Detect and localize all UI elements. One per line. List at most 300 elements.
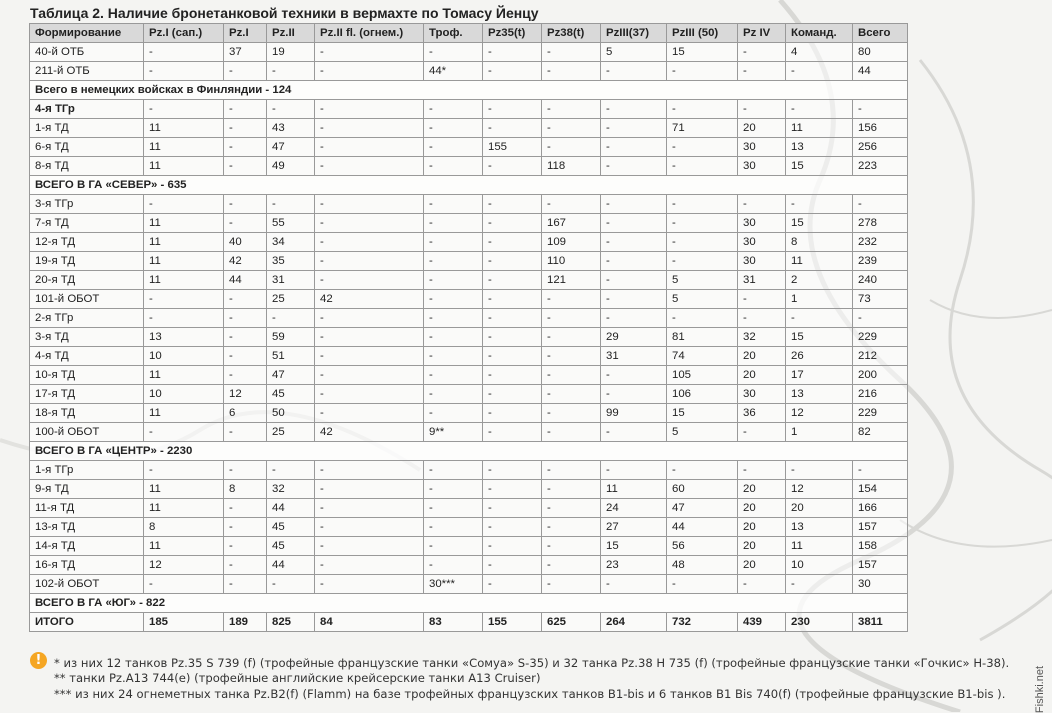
table-row — [30, 214, 908, 233]
value-cell: - — [853, 461, 908, 480]
value-cell: - — [667, 138, 738, 157]
value-cell: - — [542, 480, 601, 499]
value-cell: - — [315, 195, 424, 214]
formation-cell: 12-я ТД — [30, 233, 144, 252]
value-cell: - — [483, 385, 542, 404]
value-cell: 51 — [267, 347, 315, 366]
value-cell: 17 — [786, 366, 853, 385]
value-cell: - — [224, 499, 267, 518]
value-cell: 6 — [224, 404, 267, 423]
value-cell: 43 — [267, 119, 315, 138]
value-cell: 11 — [786, 119, 853, 138]
value-cell: 20 — [738, 366, 786, 385]
value-cell: - — [483, 404, 542, 423]
value-cell: - — [542, 290, 601, 309]
column-header: Команд. — [786, 24, 853, 43]
section-row — [30, 81, 908, 100]
formation-cell: 17-я ТД — [30, 385, 144, 404]
value-cell: - — [601, 575, 667, 594]
value-cell: 264 — [601, 613, 667, 632]
value-cell: - — [483, 271, 542, 290]
value-cell: - — [786, 62, 853, 81]
value-cell: - — [315, 43, 424, 62]
value-cell: 200 — [853, 366, 908, 385]
value-cell: - — [483, 214, 542, 233]
formation-cell: ИТОГО — [30, 613, 144, 632]
formation-cell: 40-й ОТБ — [30, 43, 144, 62]
value-cell: - — [601, 214, 667, 233]
value-cell: 8 — [786, 233, 853, 252]
value-cell: 825 — [267, 613, 315, 632]
value-cell: 42 — [315, 423, 424, 442]
table-row — [30, 423, 908, 442]
column-header: Pz.I (сап.) — [144, 24, 224, 43]
value-cell: - — [267, 62, 315, 81]
value-cell: - — [224, 214, 267, 233]
formation-cell: 16-я ТД — [30, 556, 144, 575]
formation-cell: 4-я ТД — [30, 347, 144, 366]
value-cell: 20 — [738, 347, 786, 366]
value-cell: - — [542, 100, 601, 119]
value-cell: 110 — [542, 252, 601, 271]
value-cell: 11 — [144, 252, 224, 271]
table-row — [30, 290, 908, 309]
value-cell: - — [144, 309, 224, 328]
value-cell: 60 — [667, 480, 738, 499]
value-cell: 44 — [267, 556, 315, 575]
value-cell: - — [738, 461, 786, 480]
value-cell: - — [483, 62, 542, 81]
table-row — [30, 100, 908, 119]
value-cell: - — [667, 309, 738, 328]
value-cell: - — [738, 575, 786, 594]
value-cell: - — [483, 461, 542, 480]
value-cell: - — [542, 309, 601, 328]
value-cell: 118 — [542, 157, 601, 176]
value-cell: 3811 — [853, 613, 908, 632]
value-cell: - — [315, 252, 424, 271]
value-cell: 230 — [786, 613, 853, 632]
value-cell: - — [738, 309, 786, 328]
value-cell: - — [483, 499, 542, 518]
value-cell: - — [267, 100, 315, 119]
value-cell: - — [542, 461, 601, 480]
section-row — [30, 594, 908, 613]
formation-cell: 2-я ТГр — [30, 309, 144, 328]
value-cell: - — [424, 347, 483, 366]
value-cell: - — [424, 214, 483, 233]
value-cell: 155 — [483, 613, 542, 632]
value-cell: 34 — [267, 233, 315, 252]
table-row — [30, 480, 908, 499]
table-row — [30, 385, 908, 404]
value-cell: 56 — [667, 537, 738, 556]
value-cell: 32 — [267, 480, 315, 499]
formation-cell: 13-я ТД — [30, 518, 144, 537]
value-cell: - — [853, 195, 908, 214]
value-cell: - — [853, 309, 908, 328]
value-cell: 24 — [601, 499, 667, 518]
value-cell: - — [315, 537, 424, 556]
value-cell: 80 — [853, 43, 908, 62]
value-cell: 30 — [738, 233, 786, 252]
value-cell: 31 — [267, 271, 315, 290]
table-row — [30, 518, 908, 537]
value-cell: - — [144, 461, 224, 480]
formation-cell: 1-я ТГр — [30, 461, 144, 480]
value-cell: - — [224, 556, 267, 575]
formation-cell: 18-я ТД — [30, 404, 144, 423]
value-cell: - — [144, 290, 224, 309]
formation-cell: 6-я ТД — [30, 138, 144, 157]
table-row — [30, 119, 908, 138]
value-cell: - — [542, 537, 601, 556]
value-cell: - — [224, 290, 267, 309]
value-cell: 55 — [267, 214, 315, 233]
value-cell: - — [315, 271, 424, 290]
value-cell: 74 — [667, 347, 738, 366]
value-cell: - — [601, 138, 667, 157]
value-cell: 19 — [267, 43, 315, 62]
value-cell: - — [424, 138, 483, 157]
value-cell: - — [542, 518, 601, 537]
value-cell: - — [483, 328, 542, 347]
formation-cell: 4-я ТГр — [30, 100, 144, 119]
value-cell: - — [601, 271, 667, 290]
column-header: Pz.II — [267, 24, 315, 43]
value-cell: - — [224, 138, 267, 157]
value-cell: - — [267, 309, 315, 328]
value-cell: 20 — [738, 499, 786, 518]
value-cell: 15 — [786, 157, 853, 176]
value-cell: - — [483, 366, 542, 385]
formation-cell: 102-й ОБОТ — [30, 575, 144, 594]
watermark: Fishki.net — [1034, 666, 1046, 713]
value-cell: 105 — [667, 366, 738, 385]
value-cell: - — [144, 43, 224, 62]
formation-cell: 20-я ТД — [30, 271, 144, 290]
value-cell: - — [786, 195, 853, 214]
value-cell: 189 — [224, 613, 267, 632]
value-cell: - — [315, 100, 424, 119]
value-cell: - — [315, 214, 424, 233]
value-cell: - — [786, 309, 853, 328]
value-cell: - — [315, 119, 424, 138]
formation-cell: 101-й ОБОТ — [30, 290, 144, 309]
value-cell: 29 — [601, 328, 667, 347]
value-cell: - — [424, 119, 483, 138]
value-cell: 42 — [224, 252, 267, 271]
value-cell: - — [424, 518, 483, 537]
value-cell: 223 — [853, 157, 908, 176]
value-cell: - — [667, 233, 738, 252]
value-cell: 45 — [267, 518, 315, 537]
armor-table — [29, 23, 908, 632]
table-row — [30, 195, 908, 214]
value-cell: 13 — [786, 518, 853, 537]
value-cell: - — [224, 328, 267, 347]
column-header: Троф. — [424, 24, 483, 43]
value-cell: - — [542, 423, 601, 442]
value-cell: 216 — [853, 385, 908, 404]
value-cell: 5 — [667, 423, 738, 442]
value-cell: 5 — [667, 271, 738, 290]
value-cell: 1 — [786, 423, 853, 442]
value-cell: - — [315, 157, 424, 176]
table-row — [30, 233, 908, 252]
table-row — [30, 43, 908, 62]
footnote-3: *** из них 24 огнеметных танка Pz.B2(f) (Flamm) на базе трофейных французских танков B1-bis и 6 танков B1 Bis 740(f) (трофейные французские B1-bis ). — [54, 687, 1006, 701]
value-cell: - — [315, 347, 424, 366]
value-cell: 625 — [542, 613, 601, 632]
value-cell: - — [224, 575, 267, 594]
value-cell: 44 — [853, 62, 908, 81]
value-cell: - — [601, 290, 667, 309]
table-row — [30, 537, 908, 556]
value-cell: 11 — [786, 252, 853, 271]
value-cell: 229 — [853, 328, 908, 347]
value-cell: 25 — [267, 290, 315, 309]
formation-cell: 100-й ОБОТ — [30, 423, 144, 442]
value-cell: - — [542, 43, 601, 62]
value-cell: - — [483, 480, 542, 499]
value-cell: - — [738, 100, 786, 119]
value-cell: 109 — [542, 233, 601, 252]
value-cell: 59 — [267, 328, 315, 347]
value-cell: - — [542, 119, 601, 138]
value-cell: - — [224, 119, 267, 138]
value-cell: - — [315, 461, 424, 480]
value-cell: 12 — [224, 385, 267, 404]
value-cell: - — [224, 157, 267, 176]
value-cell: - — [786, 461, 853, 480]
value-cell: 30*** — [424, 575, 483, 594]
value-cell: - — [738, 43, 786, 62]
value-cell: - — [667, 461, 738, 480]
table-row — [30, 499, 908, 518]
value-cell: 11 — [144, 271, 224, 290]
value-cell: - — [424, 252, 483, 271]
value-cell: - — [315, 309, 424, 328]
table-row — [30, 252, 908, 271]
table-row — [30, 138, 908, 157]
value-cell: 26 — [786, 347, 853, 366]
formation-cell: 19-я ТД — [30, 252, 144, 271]
value-cell: - — [483, 309, 542, 328]
value-cell: - — [315, 499, 424, 518]
value-cell: 155 — [483, 138, 542, 157]
value-cell: 81 — [667, 328, 738, 347]
value-cell: - — [542, 328, 601, 347]
value-cell: - — [483, 537, 542, 556]
value-cell: 13 — [786, 385, 853, 404]
value-cell: 12 — [786, 404, 853, 423]
value-cell: - — [542, 62, 601, 81]
value-cell: 40 — [224, 233, 267, 252]
value-cell: 1 — [786, 290, 853, 309]
value-cell: - — [424, 366, 483, 385]
value-cell: - — [542, 556, 601, 575]
value-cell: - — [267, 461, 315, 480]
value-cell: 31 — [601, 347, 667, 366]
value-cell: - — [315, 328, 424, 347]
value-cell: - — [224, 518, 267, 537]
value-cell: 9** — [424, 423, 483, 442]
value-cell: - — [224, 537, 267, 556]
value-cell: - — [667, 195, 738, 214]
value-cell: - — [315, 385, 424, 404]
value-cell: 47 — [267, 366, 315, 385]
value-cell: - — [542, 138, 601, 157]
value-cell: - — [144, 575, 224, 594]
value-cell: - — [601, 100, 667, 119]
column-header: PzIII(37) — [601, 24, 667, 43]
value-cell: 11 — [144, 119, 224, 138]
value-cell: 5 — [667, 290, 738, 309]
value-cell: - — [601, 385, 667, 404]
value-cell: - — [424, 43, 483, 62]
value-cell: - — [667, 62, 738, 81]
value-cell: 20 — [786, 499, 853, 518]
value-cell: 278 — [853, 214, 908, 233]
value-cell: - — [144, 100, 224, 119]
value-cell: - — [424, 100, 483, 119]
value-cell: - — [483, 119, 542, 138]
value-cell: - — [601, 423, 667, 442]
value-cell: - — [667, 214, 738, 233]
table-title: Таблица 2. Наличие бронетанковой техники в вермахте по Томасу Йенцу — [30, 5, 539, 21]
value-cell: - — [424, 556, 483, 575]
section-row — [30, 442, 908, 461]
value-cell: 11 — [144, 404, 224, 423]
value-cell: 71 — [667, 119, 738, 138]
value-cell: - — [144, 423, 224, 442]
value-cell: 99 — [601, 404, 667, 423]
value-cell: 156 — [853, 119, 908, 138]
section-label: ВСЕГО В ГА «ЮГ» - 822 — [30, 594, 908, 613]
value-cell: - — [542, 404, 601, 423]
value-cell: 45 — [267, 385, 315, 404]
value-cell: 11 — [786, 537, 853, 556]
value-cell: - — [315, 233, 424, 252]
value-cell: - — [738, 195, 786, 214]
value-cell: 11 — [144, 138, 224, 157]
value-cell: - — [315, 480, 424, 499]
value-cell: - — [144, 62, 224, 81]
value-cell: 185 — [144, 613, 224, 632]
value-cell: 10 — [144, 347, 224, 366]
formation-cell: 3-я ТГр — [30, 195, 144, 214]
value-cell: 121 — [542, 271, 601, 290]
value-cell: - — [483, 252, 542, 271]
value-cell: 35 — [267, 252, 315, 271]
value-cell: - — [424, 328, 483, 347]
value-cell: - — [542, 366, 601, 385]
value-cell: 30 — [738, 157, 786, 176]
formation-cell: 7-я ТД — [30, 214, 144, 233]
value-cell: 23 — [601, 556, 667, 575]
value-cell: - — [483, 575, 542, 594]
footnote-2: ** танки Pz.A13 744(e) (трофейные английские крейсерские танки A13 Cruiser) — [54, 671, 541, 685]
value-cell: 30 — [738, 214, 786, 233]
value-cell: 10 — [786, 556, 853, 575]
value-cell: 154 — [853, 480, 908, 499]
value-cell: - — [542, 195, 601, 214]
value-cell: - — [542, 575, 601, 594]
value-cell: - — [483, 157, 542, 176]
value-cell: - — [667, 575, 738, 594]
value-cell: - — [144, 195, 224, 214]
value-cell: - — [667, 100, 738, 119]
column-header: Pz38(t) — [542, 24, 601, 43]
value-cell: 25 — [267, 423, 315, 442]
column-header: Pz.II fl. (огнем.) — [315, 24, 424, 43]
value-cell: 239 — [853, 252, 908, 271]
value-cell: 11 — [144, 214, 224, 233]
value-cell: 167 — [542, 214, 601, 233]
value-cell: - — [424, 309, 483, 328]
footnote-1: * из них 12 танков Pz.35 S 739 (f) (трофейные французские танки «Сомуа» S-35) и 32 танка Pz.38 H 735 (f) (трофейные французские танки «Гочкис» H-38). — [54, 656, 1010, 670]
value-cell: - — [315, 556, 424, 575]
value-cell: 439 — [738, 613, 786, 632]
table-row — [30, 328, 908, 347]
value-cell: 12 — [144, 556, 224, 575]
value-cell: - — [483, 556, 542, 575]
formation-cell: 10-я ТД — [30, 366, 144, 385]
table-row — [30, 404, 908, 423]
value-cell: - — [601, 119, 667, 138]
value-cell: - — [424, 290, 483, 309]
value-cell: - — [667, 157, 738, 176]
column-header: Pz35(t) — [483, 24, 542, 43]
value-cell: 5 — [601, 43, 667, 62]
value-cell: - — [483, 518, 542, 537]
value-cell: 157 — [853, 556, 908, 575]
value-cell: - — [738, 423, 786, 442]
table-row — [30, 62, 908, 81]
value-cell: - — [483, 347, 542, 366]
value-cell: 232 — [853, 233, 908, 252]
value-cell: 11 — [144, 366, 224, 385]
warning-icon: ! — [30, 652, 47, 669]
value-cell: 44 — [224, 271, 267, 290]
value-cell: 31 — [738, 271, 786, 290]
value-cell: - — [542, 499, 601, 518]
value-cell: 30 — [738, 138, 786, 157]
table-row — [30, 366, 908, 385]
value-cell: - — [424, 271, 483, 290]
value-cell: - — [424, 157, 483, 176]
value-cell: - — [601, 366, 667, 385]
value-cell: 8 — [144, 518, 224, 537]
value-cell: 84 — [315, 613, 424, 632]
value-cell: 157 — [853, 518, 908, 537]
value-cell: - — [224, 423, 267, 442]
value-cell: 44 — [267, 499, 315, 518]
table-row — [30, 575, 908, 594]
value-cell: - — [542, 385, 601, 404]
value-cell: 20 — [738, 480, 786, 499]
table-header-row — [30, 24, 908, 43]
value-cell: - — [424, 195, 483, 214]
value-cell: 732 — [667, 613, 738, 632]
section-label: ВСЕГО В ГА «ЦЕНТР» - 2230 — [30, 442, 908, 461]
value-cell: 37 — [224, 43, 267, 62]
value-cell: 44 — [667, 518, 738, 537]
value-cell: 42 — [315, 290, 424, 309]
value-cell: - — [601, 195, 667, 214]
formation-cell: 1-я ТД — [30, 119, 144, 138]
